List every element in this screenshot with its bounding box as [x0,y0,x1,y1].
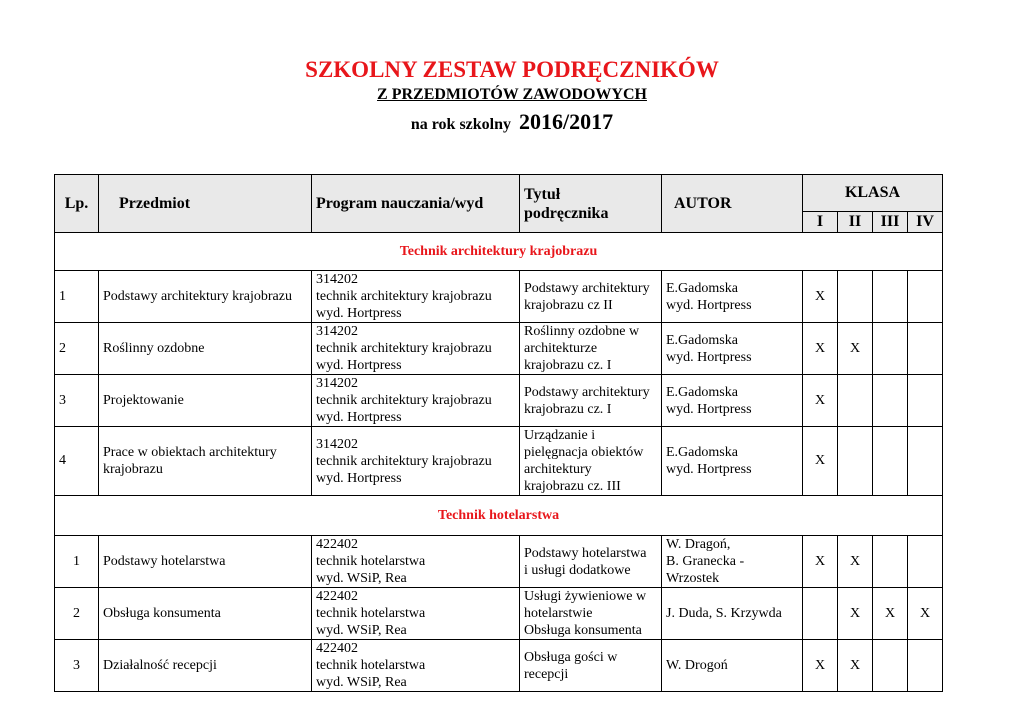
cell-klasa-1: X [803,536,838,588]
cell-program: 422402 technik hotelarstwa wyd. WSiP, Rea [312,536,520,588]
cell-autor: W. Dragoń, B. Granecka - Wrzostek [662,536,803,588]
cell-tytul: Roślinny ozdobne w architekturze krajobrazu cz. I [520,323,662,375]
table-row [55,271,943,323]
cell-lp: 3 [55,375,99,427]
cell-klasa-4: X [908,588,943,640]
cell-lp: 2 [55,588,99,640]
cell-klasa-4 [908,536,943,588]
document-subtitle: Z PRZEDMIOTÓW ZAWODOWYCH [377,86,647,103]
cell-klasa-1: X [803,640,838,692]
section-row [55,496,943,536]
cell-autor: W. Drogoń [662,640,803,692]
school-year-value: 2016/2017 [519,109,614,134]
cell-klasa-1 [803,588,838,640]
cell-klasa-3 [873,375,908,427]
cell-przedmiot: Działalność recepcji [99,640,312,692]
cell-przedmiot: Podstawy hotelarstwa [99,536,312,588]
cell-program: 422402 technik hotelarstwa wyd. WSiP, Rea [312,640,520,692]
cell-program: 314202 technik architektury krajobrazu wyd. Hortpress [312,375,520,427]
cell-klasa-4 [908,271,943,323]
cell-tytul: Podstawy architektury krajobrazu cz. I [520,375,662,427]
cell-program: 314202 technik architektury krajobrazu wyd. Hortpress [312,271,520,323]
col-header-przedmiot: Przedmiot [99,175,312,233]
cell-klasa-3 [873,640,908,692]
school-year-line [0,108,1024,139]
cell-klasa-1: X [803,271,838,323]
table-row [55,375,943,427]
cell-klasa-2: X [838,536,873,588]
cell-tytul: Usługi żywieniowe w hotelarstwie Obsługa konsumenta [520,588,662,640]
cell-lp: 1 [55,536,99,588]
col-header-klasa-2: II [838,212,873,233]
cell-przedmiot: Prace w obiektach architektury krajobrazu [99,427,312,496]
table-row [55,427,943,496]
cell-klasa-4 [908,375,943,427]
document-title: SZKOLNY ZESTAW PODRĘCZNIKÓW [305,57,719,82]
cell-przedmiot: Podstawy architektury krajobrazu [99,271,312,323]
cell-klasa-3: X [873,588,908,640]
section-title: Technik hotelarstwa [55,496,943,536]
col-header-program: Program nauczania/wyd [312,175,520,233]
cell-autor: J. Duda, S. Krzywda [662,588,803,640]
cell-program: 314202 technik architektury krajobrazu wyd. Hortpress [312,427,520,496]
cell-tytul: Obsługa gości w recepcji [520,640,662,692]
cell-klasa-3 [873,323,908,375]
cell-przedmiot: Projektowanie [99,375,312,427]
cell-przedmiot: Roślinny ozdobne [99,323,312,375]
cell-autor: E.Gadomska wyd. Hortpress [662,323,803,375]
cell-autor: E.Gadomska wyd. Hortpress [662,427,803,496]
cell-klasa-2 [838,271,873,323]
cell-tytul: Podstawy hotelarstwa i usługi dodatkowe [520,536,662,588]
cell-autor: E.Gadomska wyd. Hortpress [662,375,803,427]
table-row [55,323,943,375]
cell-klasa-3 [873,271,908,323]
col-header-tytul [520,175,662,233]
col-header-tytul-text: Tytuł podręcznika [524,185,609,222]
cell-przedmiot: Obsługa konsumenta [99,588,312,640]
cell-klasa-3 [873,427,908,496]
cell-program: 422402 technik hotelarstwa wyd. WSiP, Rea [312,588,520,640]
cell-klasa-4 [908,640,943,692]
col-header-autor: AUTOR [662,175,803,233]
cell-tytul: Podstawy architektury krajobrazu cz II [520,271,662,323]
cell-klasa-1: X [803,323,838,375]
cell-klasa-2: X [838,323,873,375]
col-header-klasa-3: III [873,212,908,233]
cell-program: 314202 technik architektury krajobrazu wyd. Hortpress [312,323,520,375]
cell-tytul: Urządzanie i pielęgnacja obiektów architektury krajobrazu cz. III [520,427,662,496]
school-year-label: na rok szkolny [410,116,512,133]
table-row [55,640,943,692]
table-row [55,536,943,588]
cell-klasa-4 [908,427,943,496]
cell-klasa-2 [838,375,873,427]
cell-lp: 2 [55,323,99,375]
table-row [55,588,943,640]
cell-klasa-2 [838,427,873,496]
cell-klasa-4 [908,323,943,375]
cell-klasa-1: X [803,427,838,496]
col-header-klasa-4: IV [908,212,943,233]
col-header-klasa: KLASA [803,175,943,212]
section-row [55,233,943,271]
section-title: Technik architektury krajobrazu [55,233,943,271]
cell-klasa-2: X [838,588,873,640]
cell-klasa-1: X [803,375,838,427]
col-header-lp: Lp. [55,175,99,233]
col-header-klasa-1: I [803,212,838,233]
cell-lp: 3 [55,640,99,692]
cell-lp: 1 [55,271,99,323]
cell-klasa-3 [873,536,908,588]
cell-lp: 4 [55,427,99,496]
textbook-table [54,174,943,692]
cell-klasa-2: X [838,640,873,692]
cell-autor: E.Gadomska wyd. Hortpress [662,271,803,323]
